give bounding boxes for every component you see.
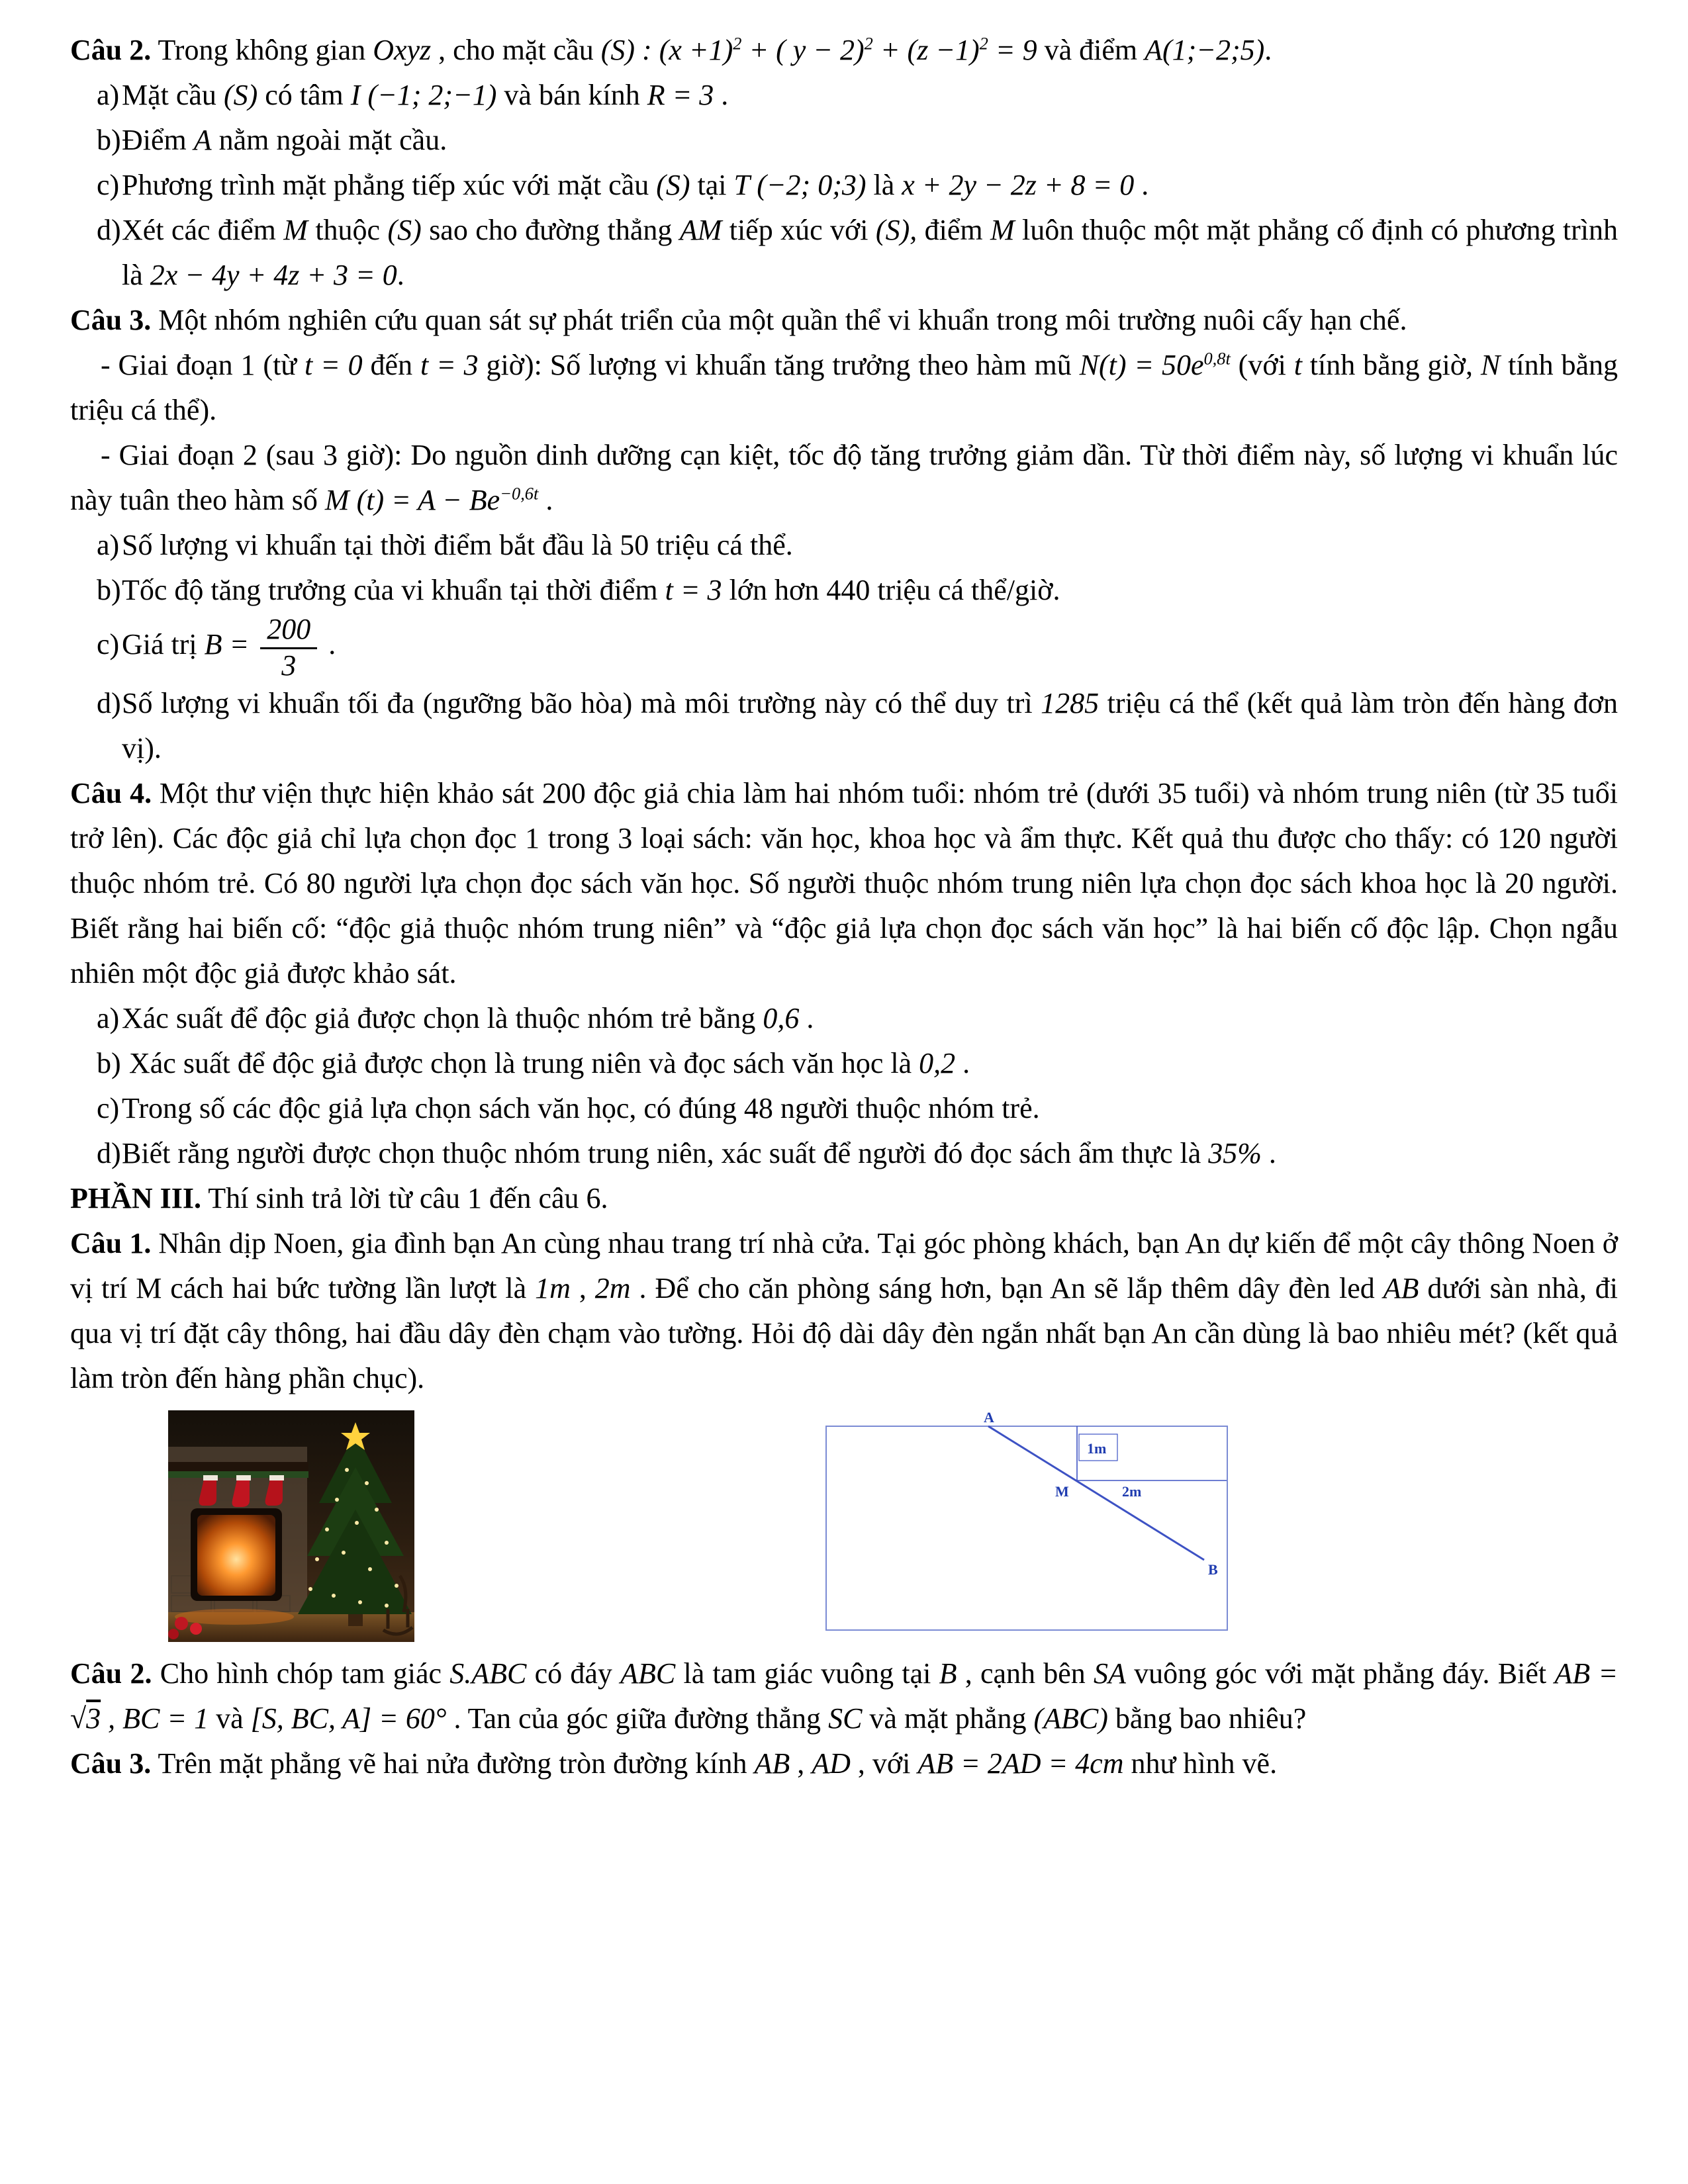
text-run: tại [690, 169, 734, 201]
math-text: 0,6 [763, 1002, 800, 1035]
item-label: d) [97, 1137, 121, 1170]
christmas-photo [168, 1410, 414, 1642]
cau2-item-a [70, 73, 1618, 118]
diagram-label-1m: 1m [1087, 1440, 1107, 1457]
text-run [249, 628, 256, 660]
mantel [168, 1462, 308, 1473]
cau3-item-d [70, 681, 1618, 771]
math-text: B [939, 1657, 957, 1690]
text-run: là [866, 169, 902, 201]
math-text: AB [754, 1747, 790, 1780]
text-run: nằm ngoài mặt cầu. [211, 124, 447, 156]
math-text: , BC = 1 [101, 1702, 209, 1735]
text-run: Mặt cầu [122, 79, 224, 111]
math-text: T (−2; 0;3) [733, 169, 867, 201]
math-text: M [990, 214, 1015, 246]
math-text: 1m [535, 1272, 571, 1305]
cau4-item-d [70, 1131, 1618, 1176]
text-run: . [955, 1047, 970, 1080]
superscript: 2 [864, 33, 873, 54]
bold-text: Câu 2. [70, 1657, 152, 1690]
diagram-label-B: B [1208, 1561, 1218, 1578]
floor-glow [175, 1609, 294, 1625]
math-text: M [283, 214, 308, 246]
text-run: Số lượng vi khuẩn tại thời điểm bắt đầu là 50 triệu cá thể. [122, 529, 793, 561]
cau3-phase2 [70, 433, 1618, 523]
math-text: N [1480, 349, 1501, 381]
text-run: . [1264, 34, 1272, 66]
text-run: dưới sàn nhà, đi qua vị trí đặt cây thông, hai đầu dây đèn chạm vào tường. Hỏi độ dài dây đèn ngắn nhất bạn An cần dùng là bao nhiêu mét? (kết quả làm tròn đến hàng phần chục). [70, 1272, 1618, 1395]
fire-glow [197, 1515, 275, 1596]
math-text: SA [1094, 1657, 1126, 1690]
text-run: và bán kính [496, 79, 647, 111]
math-text: 1285 [1041, 687, 1100, 720]
text-run: Xét các điểm [122, 214, 284, 246]
text-run: , cạnh bên [957, 1657, 1094, 1690]
text-run: Thí sinh trả lời từ câu 1 đến câu 6. [201, 1182, 608, 1215]
text-run: Biết rằng người được chọn thuộc nhóm trung niên, xác suất để người đó đọc sách ẩm thực là [122, 1137, 1209, 1170]
bold-text: Câu 4. [70, 777, 152, 810]
document-body-top [70, 28, 1618, 1401]
cau3-item-c [70, 613, 1618, 681]
cau3-phase1 [70, 343, 1618, 433]
math-text: t [1293, 349, 1302, 381]
text-run: . [1261, 1137, 1276, 1170]
math-text: 0,2 [919, 1047, 956, 1080]
math-text: + ( y − 2) [741, 34, 865, 66]
text-run: và mặt phẳng [862, 1702, 1034, 1735]
math-text: I (−1; 2;−1) [350, 79, 497, 111]
text-run: tiếp xúc với [722, 214, 876, 246]
math-text: + (z −1) [872, 34, 980, 66]
text-run: Điểm [122, 124, 194, 156]
math-text: A(1;−2;5) [1145, 34, 1265, 66]
math-text: (S), [875, 214, 917, 246]
math-text: [S, BC, A] = 60° [250, 1702, 447, 1735]
document-body-bottom [70, 1651, 1618, 1786]
text-run: sao cho đường thẳng [421, 214, 680, 246]
cau4-item-b [70, 1041, 1618, 1086]
text-run: Giá trị [122, 627, 205, 660]
item-label: a) [97, 1002, 120, 1035]
text-run: , [790, 1747, 812, 1780]
text-run: là tam giác vuông tại [675, 1657, 939, 1690]
math-text: t = 3 [420, 349, 479, 381]
math-text: 2m [594, 1272, 631, 1305]
radicand: 3 [86, 1702, 101, 1735]
text-run: . Tan của góc giữa đường thẳng [446, 1702, 829, 1735]
item-label: c) [97, 169, 120, 201]
bold-text: Câu 1. [70, 1227, 152, 1260]
fraction-denominator: 3 [281, 649, 297, 682]
stockings [199, 1475, 284, 1507]
cau4-item-a [70, 996, 1618, 1041]
text-run: điểm [917, 214, 990, 246]
radical-sign: √ [70, 1702, 87, 1735]
room-outline [826, 1426, 1227, 1630]
math-text: M (t) = A − Be [324, 484, 500, 516]
fraction-numerator: 200 [260, 613, 317, 649]
text-run: (với [1230, 349, 1294, 381]
cau3-item-a [70, 523, 1618, 568]
diagram-label-2m: 2m [1122, 1483, 1142, 1500]
text-run: Tốc độ tăng trưởng của vi khuẩn tại thời điểm [122, 574, 665, 606]
cau2-statement [70, 28, 1618, 73]
text-run: . Để cho căn phòng sáng hơn, bạn An sẽ lắp thêm dây đèn led [630, 1272, 1383, 1305]
math-text: AB = 2AD = 4cm [917, 1747, 1124, 1780]
math-text: SC [828, 1702, 863, 1735]
text-run: giờ): Số lượng vi khuẩn tăng trưởng theo hàm mũ [478, 349, 1080, 381]
text-run: luôn thuộc một mặt phẳng cố định có phương trình là [122, 214, 1618, 291]
superscript: −0,6t [500, 483, 539, 504]
item-label: a) [97, 529, 120, 561]
math-text: (S) [387, 214, 422, 246]
text-run: . [799, 1002, 814, 1035]
room-diagram [825, 1410, 1230, 1633]
text-run: lớn hơn 440 triệu cá thể/giờ. [722, 574, 1060, 606]
text-run: bằng bao nhiêu? [1107, 1702, 1307, 1735]
item-label: b) [97, 124, 121, 156]
text-run: Phương trình mặt phẳng tiếp xúc với mặt cầu [122, 169, 657, 201]
math-text: (S) : (x +1) [600, 34, 733, 66]
math-text: (S) [223, 79, 258, 111]
item-label: c) [97, 1092, 120, 1125]
text-run: Một nhóm nghiên cứu quan sát sự phát triển của một quần thể vi khuẩn trong môi trường nuôi cấy hạn chế. [151, 304, 1407, 336]
text-run: tính bằng giờ, [1301, 349, 1481, 381]
text-run: và điểm [1037, 34, 1145, 66]
math-text: B = [204, 627, 250, 660]
superscript: 2 [733, 33, 742, 54]
p3-cau3-statement [70, 1741, 1618, 1786]
sqrt-expression [70, 1702, 101, 1735]
math-text: A [193, 124, 212, 156]
cau3-statement [70, 298, 1618, 343]
math-text: x + 2y − 2z + 8 = 0 [902, 169, 1135, 201]
cau2-item-c [70, 163, 1618, 208]
math-text: AD [812, 1747, 851, 1780]
text-run: như hình vẽ. [1123, 1747, 1278, 1780]
bold-text: Câu 3. [70, 304, 152, 336]
math-text: Oxyz [373, 34, 432, 66]
p3-cau2-statement [70, 1651, 1618, 1741]
cau2-item-b [70, 118, 1618, 163]
text-run: . [1134, 169, 1149, 201]
math-text: S.ABC [449, 1657, 527, 1690]
text-run: , với [850, 1747, 918, 1780]
superscript: 2 [979, 33, 988, 54]
phan3-header [70, 1176, 1618, 1221]
math-text: N(t) = 50e [1079, 349, 1204, 381]
item-label: d) [97, 214, 121, 246]
text-run: Số lượng vi khuẩn tối đa (ngưỡng bão hòa) mà môi trường này có thể duy trì [122, 687, 1041, 720]
math-text: AB = [1554, 1657, 1618, 1690]
text-run: Một thư viện thực hiện khảo sát 200 độc giả chia làm hai nhóm tuổi: nhóm trẻ (dưới 35 tuổi) và nhóm trung niên (từ 35 tuổi trở lên). Các độc giả chỉ lựa chọn đọc 1 trong 3 loại sách: văn học, khoa học và ẩm thực. Kết quả thu được cho thấy: có 120 người thuộc nhóm trẻ. Có 80 người lựa chọn đọc sách văn học. Số người thuộc nhóm trung niên lựa chọn đọc sách khoa học là 20 người. Biết rằng hai biến cố: “độc giả thuộc nhóm trung niên” và “độc giả lựa chọn đọc sách văn học” là hai biến cố độc lập. Chọn ngẫu nhiên một độc giả được khảo sát. [70, 777, 1618, 990]
bold-text: PHẦN III. [70, 1182, 202, 1215]
item-label: b) [97, 1047, 121, 1080]
item-label: b) [97, 574, 121, 606]
cau3-item-b [70, 568, 1618, 613]
diagram-label-M: M [1055, 1483, 1069, 1500]
text-run: Trong số các độc giả lựa chọn sách văn học, có đúng 48 người thuộc nhóm trẻ. [122, 1092, 1040, 1125]
math-text: t = 0 [305, 349, 363, 381]
item-label: c) [97, 627, 120, 660]
text-run: . [538, 484, 553, 516]
text-run: , cho mặt cầu [431, 34, 601, 66]
text-run: vuông góc với mặt phẳng đáy. Biết [1125, 1657, 1555, 1690]
math-text: (S) [656, 169, 690, 201]
text-run: có đáy [526, 1657, 621, 1690]
text-run: . [714, 79, 729, 111]
text-run: thuộc [307, 214, 388, 246]
diagram-label-A: A [984, 1410, 994, 1426]
math-text: = 9 [988, 34, 1037, 66]
text-run: triệu cá thể (kết quả làm tròn đến hàng đơn vị). [122, 687, 1618, 765]
text-run: Trên mặt phẳng vẽ hai nửa đường tròn đường kính [151, 1747, 755, 1780]
text-run: Nhân dịp Noen, gia đình bạn An cùng nhau trang trí nhà cửa. Tại góc phòng khách, bạn An dự kiến để một cây thông Noen ở vị trí M cách hai bức tường lần lượt là [70, 1227, 1618, 1305]
cau4-statement [70, 771, 1618, 996]
text-run: Xác suất để độc giả được chọn là thuộc nhóm trẻ bằng [122, 1002, 763, 1035]
text-run: có tâm [258, 79, 351, 111]
text-run: Cho hình chóp tam giác [152, 1657, 450, 1690]
p3-cau1-statement [70, 1221, 1618, 1401]
text-run: Xác suất để độc giả được chọn là trung niên và đọc sách văn học là [122, 1047, 919, 1080]
math-text: 35% [1208, 1137, 1262, 1170]
text-run: và [209, 1702, 251, 1735]
math-text: 2x − 4y + 4z + 3 = 0 [150, 259, 397, 291]
math-text: t = 3 [665, 574, 722, 606]
cau2-item-d [70, 208, 1618, 298]
text-run: - Giai đoạn 2 (sau 3 giờ): Do nguồn dinh dưỡng cạn kiệt, tốc độ tăng trưởng giảm dần. Từ thời điểm này, số lượng vi khuẩn lúc này tuân theo hàm số [70, 439, 1618, 516]
item-label: d) [97, 687, 121, 720]
math-text: R = 3 [647, 79, 714, 111]
text-run: đến [362, 349, 420, 381]
superscript: 0,8t [1203, 348, 1231, 369]
text-run: . [397, 259, 404, 291]
math-text: AM [679, 214, 722, 246]
cau1-figures [70, 1410, 1618, 1642]
fraction [256, 613, 321, 681]
item-label: a) [97, 79, 120, 111]
text-run: . [321, 627, 336, 660]
math-text: AB [1383, 1272, 1419, 1305]
text-run: - Giai đoạn 1 (từ [101, 349, 305, 381]
bold-text: Câu 3. [70, 1747, 152, 1780]
math-text: ABC [620, 1657, 676, 1690]
text-run: tính bằng triệu cá thể). [70, 349, 1618, 426]
bold-text: Câu 2. [70, 34, 152, 66]
math-text: (ABC) [1033, 1702, 1108, 1735]
cau4-item-c [70, 1086, 1618, 1131]
text-run: Trong không gian [151, 34, 373, 66]
text-run: , [570, 1272, 595, 1305]
